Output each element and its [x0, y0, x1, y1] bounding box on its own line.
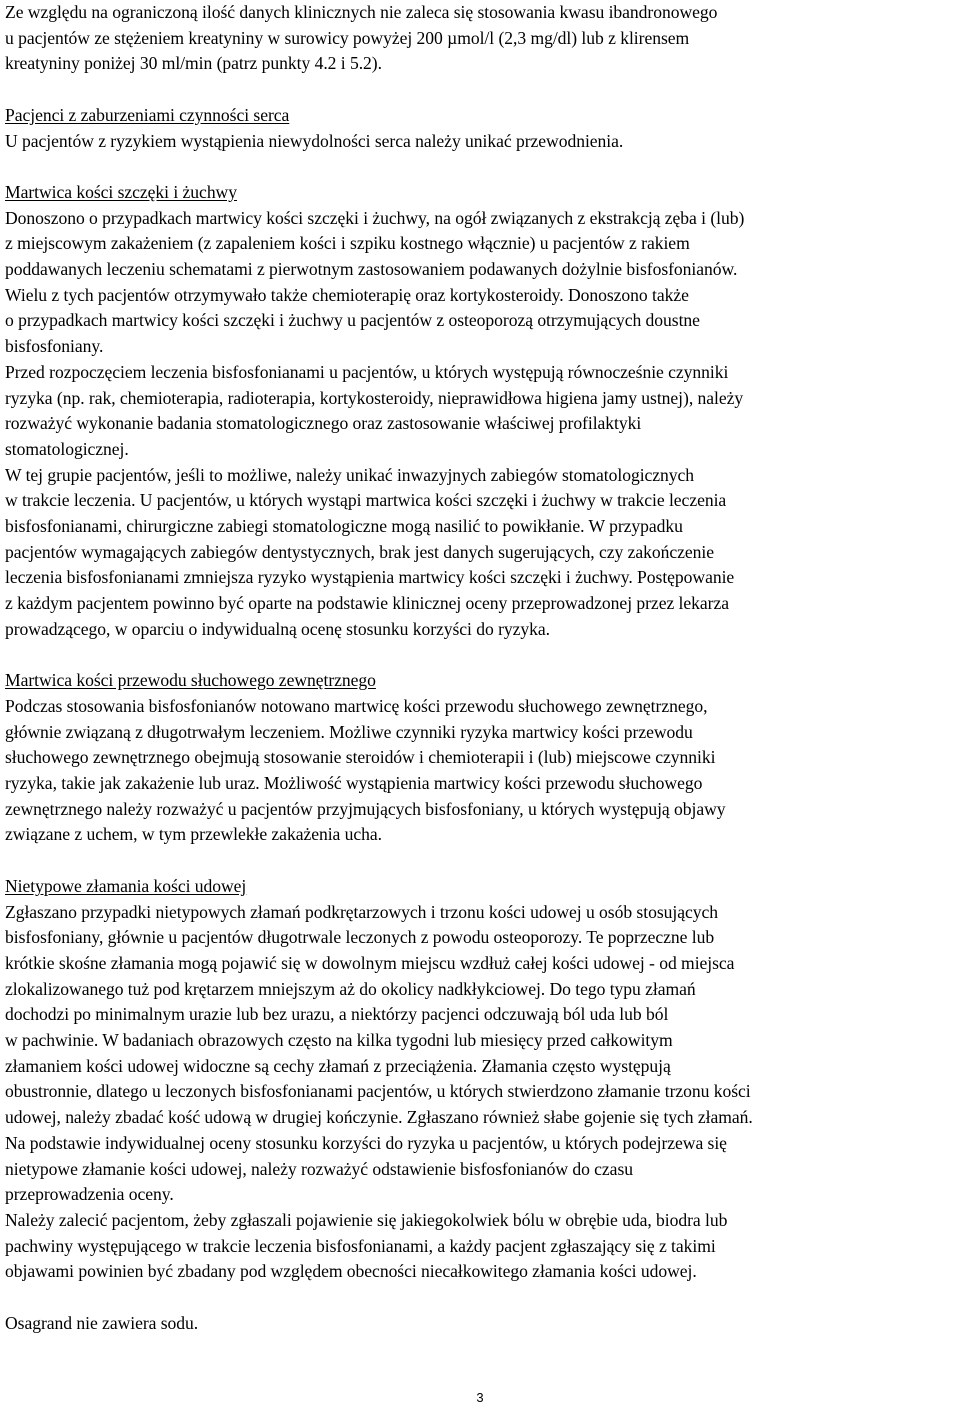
femur-section	[5, 874, 959, 1285]
page-number: 3	[476, 1390, 484, 1405]
heart-section	[5, 103, 959, 154]
text-line: złamaniem kości udowej widoczne są cechy złamań z przeciążenia. Złamania często występują	[5, 1055, 671, 1076]
paragraph-gap	[5, 643, 959, 669]
text-line: bisfosfoniany, głównie u pacjentów długotrwale leczonych z powodu osteoporozy. Te poprzeczne lub	[5, 927, 715, 948]
section-heading-ear: Martwica kości przewodu słuchowego zewnętrznego	[5, 670, 376, 691]
text-line: przeprowadzenia oceny.	[5, 1184, 174, 1205]
text-line: Wielu z tych pacjentów otrzymywało także chemioterapię oraz kortykosteroidy. Donoszono także	[5, 284, 689, 305]
text-line: Donoszono o przypadkach martwicy kości szczęki i żuchwy, na ogół związanych z ekstrakcją zęba i (lub)	[5, 207, 745, 228]
text-line: obustronnie, dlatego u leczonych bisfosfonianami pacjentów, u których stwierdzono złamanie trzonu kości	[5, 1081, 751, 1102]
text-line: Osagrand nie zawiera sodu.	[5, 1312, 199, 1333]
text-line: bisfosfoniany.	[5, 336, 104, 357]
text-line: bisfosfonianami, chirurgiczne zabiegi stomatologiczne mogą nasilić to powikłanie. W przypadku	[5, 516, 683, 537]
text-line: dochodzi po minimalnym urazie lub bez urazu, a niektórzy pacjenci odczuwają ból uda lub ból	[5, 1004, 669, 1025]
text-line: głównie związaną z długotrwałym leczeniem. Możliwe czynniki ryzyka martwicy kości przewodu	[5, 721, 693, 742]
text-line: rozważyć wykonanie badania stomatologicznego oraz zastosowanie właściwej profilaktyki	[5, 413, 642, 434]
paragraph-gap	[5, 154, 959, 180]
intro-paragraph	[5, 0, 959, 77]
section-heading-femur: Nietypowe złamania kości udowej	[5, 875, 247, 896]
text-line: u pacjentów ze stężeniem kreatyniny w surowicy powyżej 200 µmol/l (2,3 mg/dl) lub z klirensem	[5, 27, 690, 48]
text-line: ryzyka (np. rak, chemioterapia, radioterapia, kortykosteroidy, nieprawidłowa higiena jamy ustnej), należy	[5, 387, 744, 408]
text-line: pacjentów wymagających zabiegów dentystycznych, brak jest danych sugerujących, czy zakończenie	[5, 541, 714, 562]
text-line: Przed rozpoczęciem leczenia bisfosfonianami u pacjentów, u których występują równocześnie czynniki	[5, 361, 729, 382]
text-line: ryzyka, takie jak zakażenie lub uraz. Możliwość wystąpienia martwicy kości przewodu słuchowego	[5, 773, 703, 794]
text-line: związane z uchem, w tym przewlekłe zakażenia ucha.	[5, 824, 383, 845]
text-line: Zgłaszano przypadki nietypowych złamań podkrętarzowych i trzonu kości udowej u osób stosujących	[5, 901, 718, 922]
text-line: z każdym pacjentem powinno być oparte na podstawie klinicznej oceny przeprowadzonej przez lekarza	[5, 593, 729, 614]
text-line: poddawanych leczeniu schematami z pierwotnym zastosowaniem podawanych dożylnie bisfosfonianów.	[5, 259, 738, 279]
paragraph-gap	[5, 848, 959, 874]
text-line: w trakcie leczenia. U pacjentów, u których wystąpi martwica kości szczęki i żuchwy w trakcie leczenia	[5, 490, 727, 511]
document-page	[5, 0, 959, 1336]
text-line: nietypowe złamanie kości udowej, należy rozważyć odstawienie bisfosfonianów do czasu	[5, 1158, 633, 1179]
text-line: zlokalizowanego tuż pod krętarzem mniejszym aż do okolicy nadkłykciowej. Do tego typu złamań	[5, 978, 696, 999]
text-line: Podczas stosowania bisfosfonianów notowano martwicę kości przewodu słuchowego zewnętrznego,	[5, 695, 708, 716]
text-line: w pachwinie. W badaniach obrazowych często na kilka tygodni lub miesięcy przed całkowitym	[5, 1030, 673, 1051]
text-line: prowadzącego, w oparciu o indywidualną ocenę stosunku korzyści do ryzyka.	[5, 618, 551, 639]
text-line: krótkie skośne złamania mogą pojawić się w dowolnym miejscu wzdłuż całej kości udowej - od miejsca	[5, 952, 735, 973]
paragraph-gap	[5, 1285, 959, 1311]
text-line: udowej, należy zbadać kość udową w drugiej kończynie. Zgłaszano również słabe gojenie się tych złamań.	[5, 1107, 753, 1128]
section-heading-heart: Pacjenci z zaburzeniami czynności serca	[5, 104, 290, 125]
text-line: objawami powinien być zbadany pod względem obecności niecałkowitego złamania kości udowej.	[5, 1261, 697, 1282]
text-line: z miejscowym zakażeniem (z zapaleniem kości i szpiku kostnego włącznie) u pacjentów z rakiem	[5, 233, 690, 254]
sodium-note	[5, 1311, 959, 1337]
text-line: pachwiny występującego w trakcie leczenia bisfosfonianami, a każdy pacjent zgłaszający się z takimi	[5, 1235, 716, 1256]
text-line: W tej grupie pacjentów, jeśli to możliwe, należy unikać inwazyjnych zabiegów stomatologicznych	[5, 464, 695, 485]
ear-section	[5, 668, 959, 848]
text-line: stomatologicznej.	[5, 438, 129, 459]
text-line: słuchowego zewnętrznego obejmują stosowanie steroidów i chemioterapii i (lub) miejscowe czynniki	[5, 747, 716, 768]
text-line: kreatyniny poniżej 30 ml/min (patrz punkty 4.2 i 5.2).	[5, 53, 382, 74]
text-line: leczenia bisfosfonianami zmniejsza ryzyko wystąpienia martwicy kości szczęki i żuchwy. Postępowanie	[5, 567, 735, 588]
jaw-section	[5, 180, 959, 643]
text-line: Należy zalecić pacjentom, żeby zgłaszali pojawienie się jakiegokolwiek bólu w obrębie uda, biodra lub	[5, 1209, 728, 1230]
paragraph-gap	[5, 77, 959, 103]
text-line: Ze względu na ograniczoną ilość danych klinicznych nie zaleca się stosowania kwasu ibandronowego	[5, 2, 718, 22]
text-line: zewnętrznego należy rozważyć u pacjentów przyjmujących bisfosfoniany, u których występują objawy	[5, 798, 726, 819]
text-line: U pacjentów z ryzykiem wystąpienia niewydolności serca należy unikać przewodnienia.	[5, 130, 624, 151]
section-heading-jaw: Martwica kości szczęki i żuchwy	[5, 181, 237, 202]
text-line: Na podstawie indywidualnej oceny stosunku korzyści do ryzyka u pacjentów, u których podejrzewa się	[5, 1132, 727, 1153]
text-line: o przypadkach martwicy kości szczęki i żuchwy u pacjentów z osteoporozą otrzymujących doustne	[5, 310, 700, 331]
